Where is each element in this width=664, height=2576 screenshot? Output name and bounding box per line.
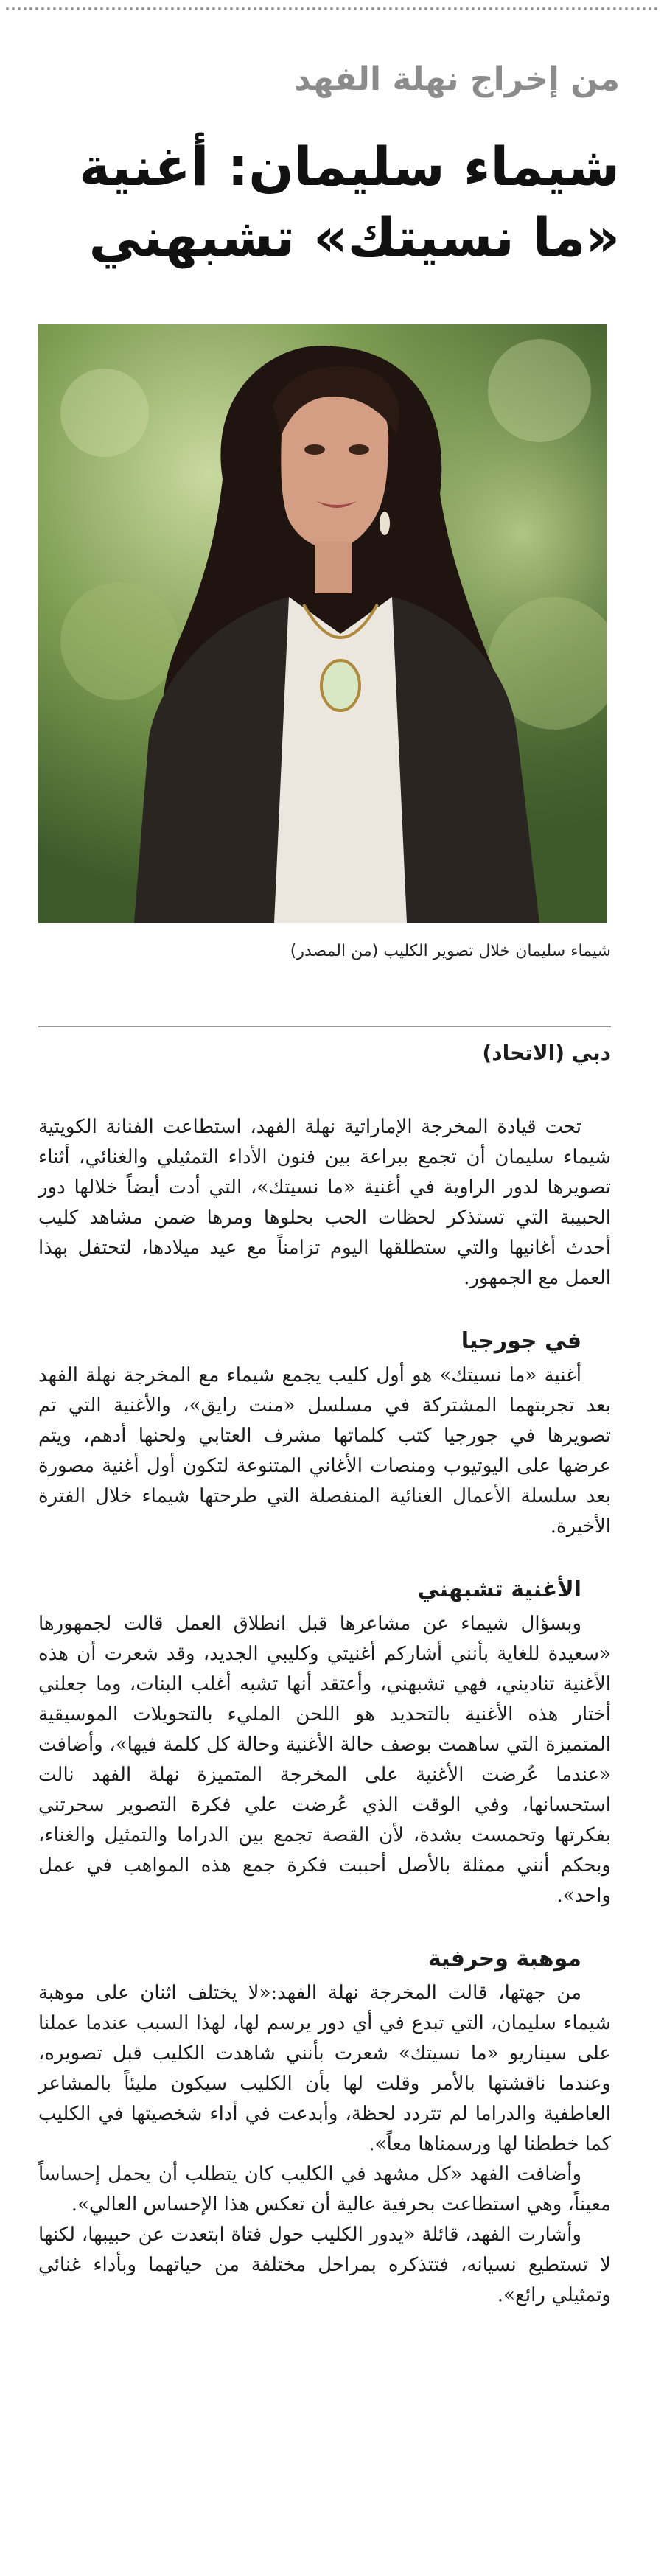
- top-dotted-border: [6, 7, 658, 10]
- headline-line-2: «ما نسيتك» تشبهني: [88, 206, 620, 268]
- paragraph-talent-2: وأضافت الفهد «كل مشهد في الكليب كان يتطلب أن يحمل إحساساً معيناً، وهي استطاعت بحرفية عالية أن تعكس هذا الإحساس العالي».: [38, 2163, 611, 2216]
- headline-line-1: شيماء سليمان: أغنية: [79, 136, 620, 198]
- subheading-song: الأغنية تشبهني: [417, 1577, 581, 1602]
- portrait-illustration: [38, 324, 607, 923]
- photo-caption: شيماء سليمان خلال تصوير الكليب (من المصدر): [290, 942, 611, 960]
- subheading-georgia: في جورجيا: [461, 1328, 581, 1354]
- byline: دبي (الاتحاد): [482, 1041, 611, 1065]
- paragraph-talent-3: وأشارت الفهد، قائلة «يدور الكليب حول فتاة ابتعدت عن حبيبها، لكنها لا تستطيع نسيانه، فتتذكره بمراحل مختلفة من حياتهما وبأداء غنائي وتمثيلي رائع».: [38, 2224, 611, 2306]
- divider-rule: [38, 1026, 611, 1027]
- kicker: من إخراج نهلة الفهد: [294, 60, 620, 98]
- paragraph-song: وبسؤال شيماء عن مشاعرها قبل انطلاق العمل قالت لجمهورها «سعيدة للغاية بأنني أشاركم أغنيتي وكليبي الجديد، وقد شعرت أن هذه الأغنية تناديني، فهي تشبهني، وأعتقد أنها تشبه أغلب البنات، وما جعلني أختار هذه الأغنية بالتحديد هو اللحن المليء بالتحويلات الموسيقية المتميزة التي ساهمت بوصف حالة الأغنية وحالة كل كلمة فيها»، وأضافت «عندما عُرضت الأغنية على المخرجة المتميزة نهلة الفهد نالت استحسانها، وفي الوقت الذي عُرضت علي فكرة التصوير سحرتني بفكرتها وتحمست بشدة، لأن القصة تجمع بين الدراما والتمثيل والغناء، وبحكم أنني ممثلة بالأصل أحببت فكرة جمع هذه المواهب في عمل واحد».: [38, 1613, 611, 1907]
- subheading-talent: موهبة وحرفية: [427, 1946, 581, 1972]
- headline: [44, 131, 620, 273]
- paragraph-georgia: أغنية «ما نسيتك» هو أول كليب يجمع شيماء مع المخرجة نهلة الفهد بعد تجربتهما المشتركة في مسلسل «منت رايق»، والأغنية التي تم تصويرها في جورجيا كتب كلماتها مشرف العتابي ولحنها أدهم، ويتم عرضها على اليوتيوب ومنصات الأغاني المتنوعة لتكون أول أغنية مصورة بعد سلسلة الأعمال الغنائية المنفصلة التي طرحتها شيماء خلال الفترة الأخيرة.: [38, 1364, 611, 1537]
- paragraph-intro: تحت قيادة المخرجة الإماراتية نهلة الفهد، استطاعت الفنانة الكويتية شيماء سليمان أن تجمع ببراعة بين فنون الأداء التمثيلي والغنائي، أثناء تصويرها لدور الراوية في أغنية «ما نسيتك»، التي أدت أيضاً خلالها دور الحبيبة التي تستذكر لحظات الحب بحلوها ومرها ضمن مشاهد كليب أحدث أغانيها والتي ستطلقها اليوم تزامناً مع عيد ميلادها، لتحتفل بهذا العمل مع الجمهور.: [38, 1116, 611, 1289]
- article-body: [38, 1038, 611, 2311]
- article-photo: [38, 324, 607, 923]
- paragraph-talent-1: من جهتها، قالت المخرجة نهلة الفهد:«لا يختلف اثنان على موهبة شيماء سليمان، التي تبدع في أي دور يرسم لها، لهذا السبب عندما عملنا على سيناريو «ما نسيتك» شعرت بأنني شاهدت الكليب قبل تصويره، وعندما ناقشتها بالأمر وقلت لها بأن الكليب سيكون مليئاً بالمشاعر العاطفية والدراما لم تتردد لحظة، وأبدعت في أداء شخصيتها في الكليب كما خططنا لها ورسمناها معاً».: [38, 1982, 612, 2155]
